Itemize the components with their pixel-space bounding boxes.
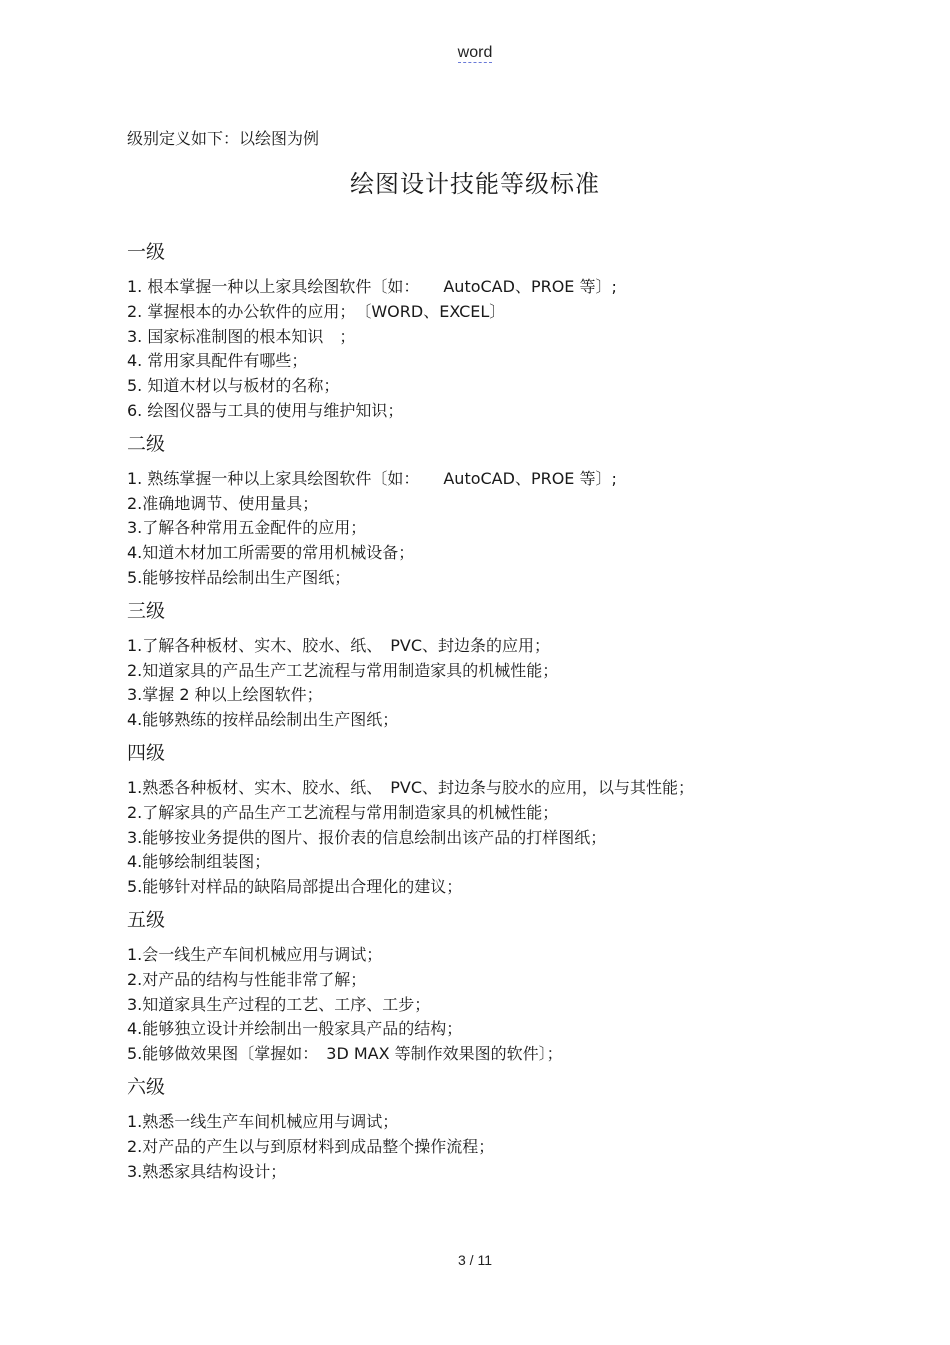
list-item: 5.能够针对样品的缺陷局部提出合理化的建议； bbox=[127, 877, 463, 897]
document-title: 绘图设计技能等级标准 bbox=[350, 170, 600, 198]
list-item: 2.了解家具的产品生产工艺流程与常用制造家具的机械性能； bbox=[127, 802, 559, 822]
level-heading: 六级 bbox=[127, 1075, 166, 1098]
level-item-list bbox=[127, 776, 827, 900]
level-section bbox=[127, 240, 827, 424]
list-item: 5. 知道木材以与板材的名称； bbox=[127, 376, 340, 396]
list-item: 3.知道家具生产过程的工艺、工序、工步； bbox=[127, 994, 431, 1014]
list-item: 2.知道家具的产品生产工艺流程与常用制造家具的机械性能； bbox=[127, 660, 559, 680]
level-heading: 五级 bbox=[127, 908, 166, 931]
list-item: 1.了解各种板材、实木、胶水、纸、 PVC、封边条的应用； bbox=[127, 635, 551, 655]
list-item: 3.了解各种常用五金配件的应用； bbox=[127, 518, 367, 538]
list-item: 3.能够按业务提供的图片、报价表的信息绘制出该产品的打样图纸； bbox=[127, 827, 607, 847]
list-item: 3. 国家标准制图的根本知识 ； bbox=[127, 326, 356, 346]
list-item: 4.能够熟练的按样品绘制出生产图纸； bbox=[127, 710, 399, 730]
list-item: 1.会一线生产车间机械应用与调试； bbox=[127, 944, 383, 964]
list-item: 3.掌握 2 种以上绘图软件； bbox=[127, 685, 323, 705]
level-item-list bbox=[127, 275, 827, 424]
list-item: 1.熟悉一线生产车间机械应用与调试； bbox=[127, 1111, 399, 1131]
list-item: 4.知道木材加工所需要的常用机械设备； bbox=[127, 543, 415, 563]
level-section bbox=[127, 741, 827, 900]
list-item: 5.能够做效果图〔掌握如： 3D MAX 等制作效果图的软件〕； bbox=[127, 1044, 563, 1064]
level-item-list bbox=[127, 634, 827, 733]
list-item: 4.能够独立设计并绘制出一般家具产品的结构； bbox=[127, 1019, 463, 1039]
list-item: 6. 绘图仪器与工具的使用与维护知识； bbox=[127, 400, 404, 420]
list-item: 5.能够按样品绘制出生产图纸； bbox=[127, 567, 351, 587]
levels-body bbox=[127, 240, 827, 1192]
list-item: 4.能够绘制组装图； bbox=[127, 852, 271, 872]
list-item: 1. 根本掌握一种以上家具绘图软件〔如： AutoCAD、PROE 等〕; bbox=[127, 277, 617, 296]
level-section bbox=[127, 908, 827, 1067]
list-item: 4. 常用家具配件有哪些； bbox=[127, 351, 308, 371]
page-indicator: 3 / 11 bbox=[458, 1252, 492, 1268]
level-section bbox=[127, 1075, 827, 1184]
level-heading: 四级 bbox=[127, 741, 166, 764]
level-heading: 二级 bbox=[127, 432, 166, 455]
level-section bbox=[127, 432, 827, 591]
list-item: 1. 熟练掌握一种以上家具绘图软件〔如： AutoCAD、PROE 等〕; bbox=[127, 468, 617, 488]
level-heading: 一级 bbox=[127, 241, 166, 263]
list-item: 2.准确地调节、使用量具； bbox=[127, 493, 319, 513]
level-item-list bbox=[127, 467, 827, 591]
level-item-list bbox=[127, 1110, 827, 1184]
level-heading: 三级 bbox=[127, 599, 166, 622]
page-footer bbox=[0, 1252, 950, 1268]
level-section bbox=[127, 599, 827, 733]
level-item-list bbox=[127, 943, 827, 1067]
header-word: word bbox=[457, 44, 493, 61]
list-item: 3.熟悉家具结构设计； bbox=[127, 1161, 287, 1181]
list-item: 2.对产品的产生以与到原材料到成品整个操作流程； bbox=[127, 1136, 495, 1156]
page-header bbox=[0, 44, 950, 62]
intro-text: 级别定义如下：以绘图为例 bbox=[127, 129, 320, 148]
list-item: 2.对产品的结构与性能非常了解； bbox=[127, 969, 367, 989]
list-item: 1.熟悉各种板材、实木、胶水、纸、 PVC、封边条与胶水的应用，以与其性能； bbox=[127, 777, 695, 797]
list-item: 2. 掌握根本的办公软件的应用； 〔WORD、EXCEL〕 bbox=[127, 301, 506, 321]
